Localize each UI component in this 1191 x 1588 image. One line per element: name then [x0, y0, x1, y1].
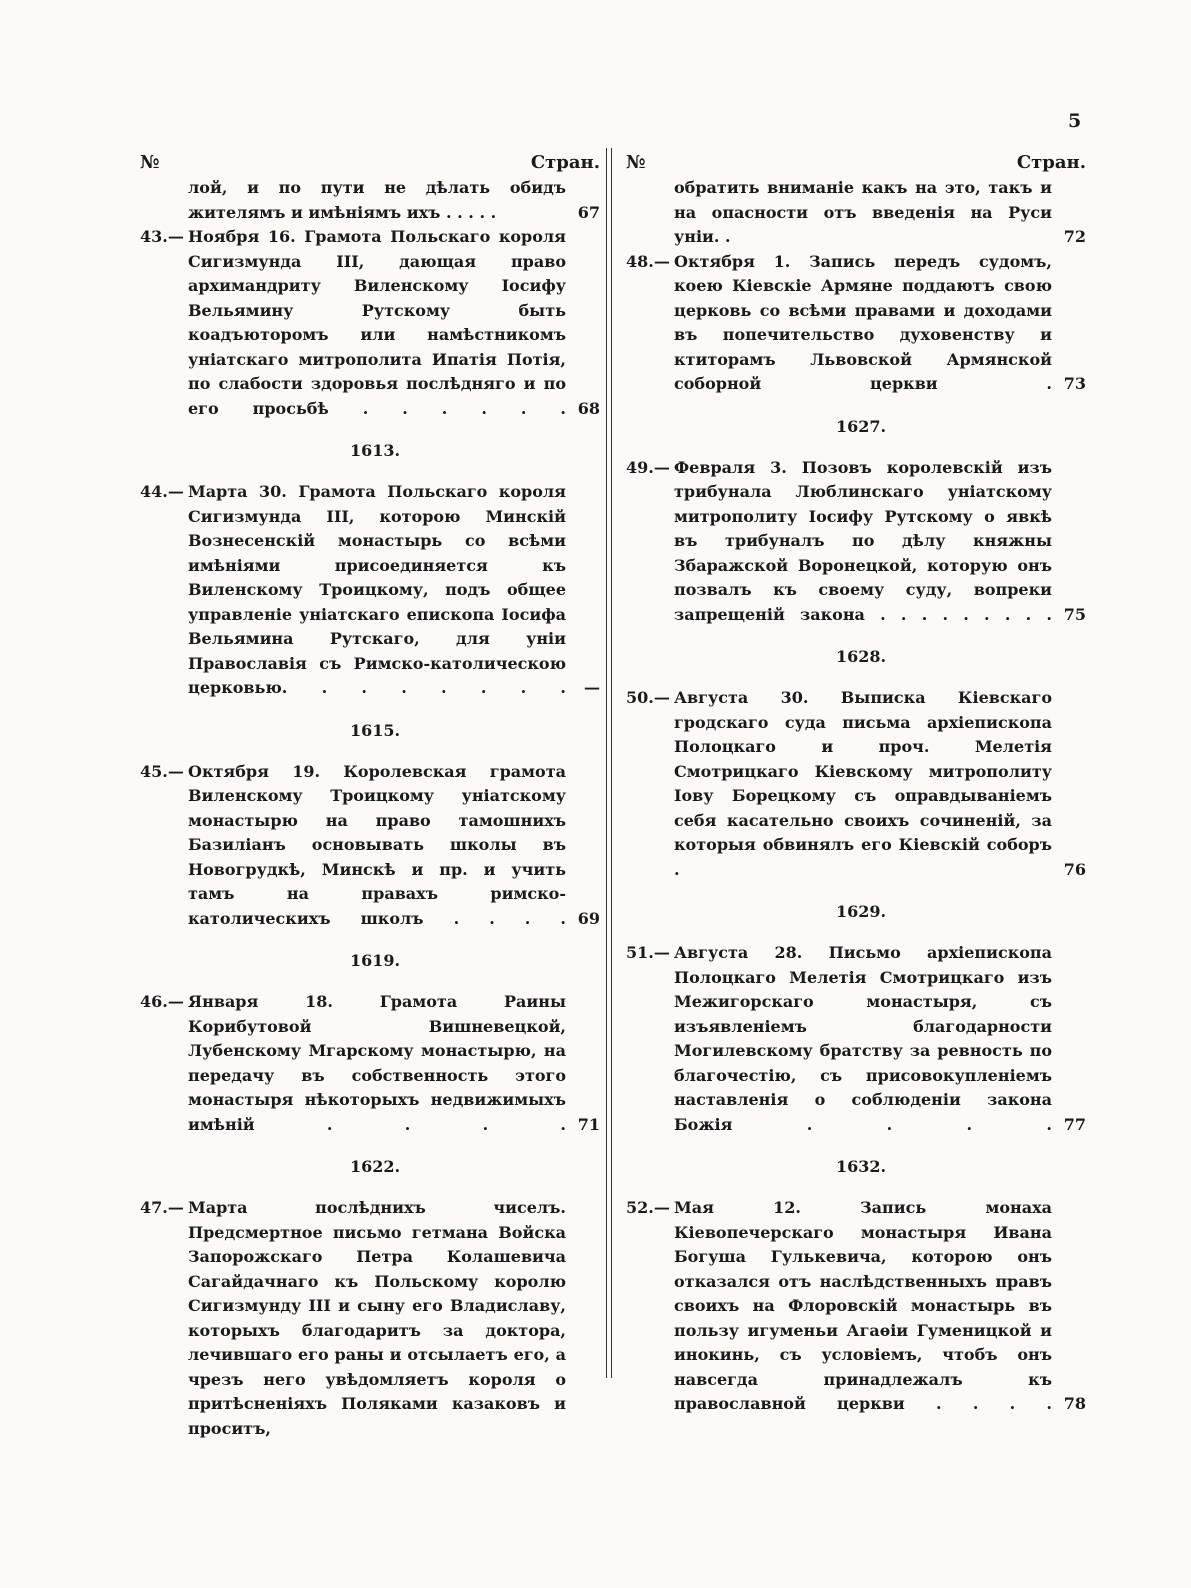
entry-text: Октября 1. Запись передъ судомъ, коею Кіевскіе Армяне поддаютъ свою церковь со всѣми правами и доходами въ попечительство духовенству и ктиторамъ Львовской Армянской соборной церкви .	[674, 251, 1052, 393]
entry-text: Октября 19. Королевская грамота Виленскому Троицкому уніатскому монастырю на право тамошнихъ Базиліанъ основывать школы въ Новогрудкѣ, Минскѣ и пр. и учить тамъ на правахъ римско-католическихъ школъ . . . .	[188, 761, 566, 928]
entry-number: 51.—	[626, 943, 670, 962]
entry-page: 75	[1063, 604, 1086, 624]
entry-text: обратить вниманіе какъ на это, такъ и на опасности отъ введенія на Руси уніи. .	[674, 178, 1052, 246]
right-column	[626, 150, 1086, 1417]
entry-text: Марта послѣднихъ чиселъ. Предсмертное письмо гетмана Войска Запорожскаго Петра Колашевича Сагайдачнаго къ Польскому королю Сигизмунду III и сыну его Владиславу, которыхъ благодаритъ за доктора, лечившаго его раны и отсылаетъ его, а чрезъ него увѣдомляетъ короля о притѣсненіяхъ Поляками казаковъ и проситъ,	[188, 1198, 566, 1438]
year-heading: 1613.	[349, 441, 401, 460]
page-heading: Стран.	[530, 152, 600, 173]
entry-page: 67	[577, 202, 600, 222]
column-header	[140, 150, 600, 176]
entry-44	[140, 480, 600, 701]
year-heading: 1622.	[349, 1157, 401, 1176]
entry-page: —	[584, 678, 600, 697]
entry-number: 48.—	[626, 251, 670, 271]
year-heading: 1615.	[349, 720, 401, 740]
entry-page: 69	[577, 908, 600, 928]
entry-number: 47.—	[140, 1198, 184, 1217]
year-heading: 1632.	[835, 1157, 887, 1176]
entry-49	[626, 456, 1086, 628]
number-heading: №	[140, 152, 160, 173]
entry-text: Февраля 3. Позовъ королевскій изъ трибунала Люблинскаго уніатскому митрополиту Іосифу Рутскому о явкѣ въ трибуналъ по дѣлу княжны Збаражской Воронецкой, которую онъ позвалъ къ своему суду, вопреки запрещеній закона . . . . . . . . .	[674, 457, 1052, 624]
continuation-entry	[140, 176, 600, 225]
entry-text: Августа 28. Письмо архіепископа Полоцкаго Мелетія Смотрицкаго изъ Межигорскаго монастыря, съ изъявленіемъ благодарности Могилевскому братству за ревность по благочестію, съ присовокупленіемъ наставленія о соблюденіи закона Божія . . . .	[674, 943, 1052, 1134]
year-heading: 1627.	[835, 416, 887, 436]
entry-text: Августа 30. Выписка Кіевскаго гродскаго суда письма архіепископа Полоцкаго и проч. Мелетія Смотрицкаго Кіевскому митрополиту Іову Борецкому съ оправдываніемъ себя касательно своихъ сочиненій, за которыя обвинялъ его Кіевскій соборъ .	[674, 688, 1052, 879]
entry-50	[626, 686, 1086, 882]
page-heading: Стран.	[1016, 152, 1086, 173]
page-number: 5	[1068, 110, 1082, 132]
entry-page: 78	[1063, 1394, 1086, 1413]
entry-text: Марта 30. Грамота Польскаго короля Сигизмунда III, которою Минскій Вознесенскій монастырь со всѣми имѣніями присоединяется къ Виленскому Троицкому, подъ общее управленіе уніатскаго епископа Іосифа Вельямина Рутскаго, для уніи Православія съ Римско-католическою церковью. . . . . . . .	[188, 482, 566, 697]
continuation-entry	[626, 176, 1086, 250]
entry-page: 73	[1063, 374, 1086, 393]
entry-number: 49.—	[626, 457, 670, 477]
entry-47	[140, 1196, 600, 1441]
entry-number: 44.—	[140, 482, 184, 501]
entry-text: Января 18. Грамота Раины Корибутовой Вишневецкой, Лубенскому Мгарскому монастырю, на передачу въ собственность этого монастыря нѣкоторыхъ недвижимыхъ имѣній . . . .	[188, 992, 566, 1134]
number-heading: №	[626, 152, 646, 173]
entry-52	[626, 1196, 1086, 1417]
entry-text: Мая 12. Запись монаха Кіевопечерскаго монастыря Ивана Богуша Гулькевича, которою онъ отказался отъ наслѣдственныхъ правъ своихъ на Флоровскій монастырь въ пользу игуменьи Агаѳіи Гуменицкой и инокинь, съ условіемъ, чтобъ онъ навсегда принадлежалъ къ православной церкви . . . .	[674, 1198, 1052, 1413]
column-header	[626, 150, 1086, 176]
entry-page: 71	[577, 1114, 600, 1134]
entry-46	[140, 990, 600, 1137]
entry-page: 76	[1063, 859, 1086, 879]
entry-number: 43.—	[140, 227, 184, 246]
entry-text: лой, и по пути не дѣлать обидъ жителямъ и имѣніямъ ихъ . . . . .	[188, 178, 566, 222]
column-divider	[606, 148, 612, 1378]
entry-page: 68	[577, 398, 600, 418]
entry-48	[626, 250, 1086, 397]
entry-43	[140, 225, 600, 421]
year-heading: 1619.	[349, 951, 401, 970]
entry-number: 46.—	[140, 992, 184, 1011]
entry-text: Ноября 16. Грамота Польскаго короля Сигизмунда III, дающая право архимандриту Виленскому Іосифу Вельямину Рутскому быть коадъюторомъ или намѣстникомъ уніатскаго митрополита Ипатія Потія, по слабости здоровья послѣдняго и по его просьбѣ . . . . . .	[188, 227, 566, 418]
entry-number: 50.—	[626, 688, 670, 707]
entry-number: 45.—	[140, 761, 184, 781]
year-heading: 1629.	[835, 902, 887, 921]
entry-page: 72	[1063, 227, 1086, 246]
entry-45	[140, 760, 600, 932]
left-column	[140, 150, 600, 1441]
entry-51	[626, 941, 1086, 1137]
year-heading: 1628.	[835, 647, 887, 666]
entry-number: 52.—	[626, 1198, 670, 1217]
entry-page: 77	[1063, 1114, 1086, 1134]
